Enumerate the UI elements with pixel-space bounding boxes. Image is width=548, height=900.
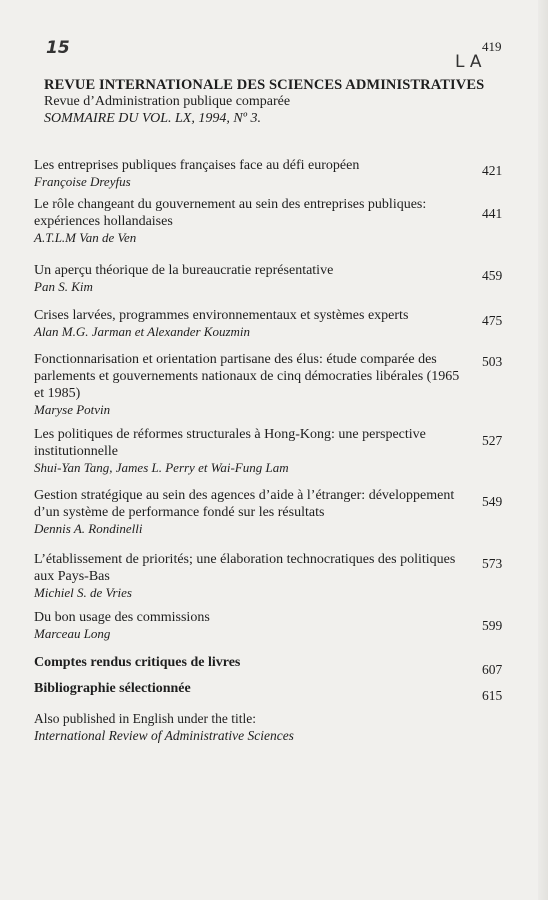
entry-author: Michiel S. de Vries	[34, 585, 132, 600]
entry-author: Françoise Dreyfus	[34, 174, 131, 189]
journal-subtitle: Revue d’Administration publique comparée	[44, 94, 291, 109]
entry-title: Le rôle changeant du gouvernement au sein des entreprises publiques: expériences hollandaises	[34, 197, 427, 229]
entry-title: Du bon usage des commissions	[34, 610, 210, 625]
entry-author: Shui-Yan Tang, James L. Perry et Wai-Fung Lam	[34, 460, 289, 475]
entry-page: 615	[482, 688, 503, 703]
toc-entry	[34, 680, 464, 697]
entry-page: 527	[482, 433, 503, 448]
entry-author: Alan M.G. Jarman et Alexander Kouzmin	[34, 324, 251, 339]
toc-entry	[34, 262, 464, 295]
journal-title: REVUE INTERNATIONALE DES SCIENCES ADMINISTRATIVES	[44, 77, 485, 93]
entry-title: Crises larvées, programmes environnementaux et systèmes experts	[34, 308, 409, 323]
handwritten-mark-left: 15	[46, 38, 70, 58]
entry-page: 421	[482, 163, 503, 178]
entry-page: 503	[482, 354, 503, 369]
entry-author: Maryse Potvin	[34, 402, 111, 417]
entry-title: Fonctionnarisation et orientation partisane des élus: étude comparée des parlements et gouvernements nationaux de cinq démocraties libérales (1965 et 1985)	[34, 352, 460, 401]
entry-author: Dennis A. Rondinelli	[34, 521, 143, 536]
entry-title: L’établissement de priorités; une élaboration technocratiques des politiques aux Pays-Bas	[34, 552, 456, 584]
toc-entry	[34, 609, 464, 642]
entry-author: Marceau Long	[34, 626, 111, 641]
entry-page: 441	[482, 206, 503, 221]
page-edge	[538, 0, 548, 900]
toc-entry	[34, 551, 464, 601]
entry-author: Pan S. Kim	[34, 279, 93, 294]
toc-entry	[34, 196, 464, 246]
toc-entry	[34, 307, 464, 340]
entry-page: 549	[482, 494, 503, 509]
english-title: International Review of Administrative Sciences	[34, 728, 294, 743]
publication-note	[34, 710, 294, 744]
toc-entry	[34, 157, 464, 190]
toc-entry	[34, 426, 464, 476]
entry-page: 573	[482, 556, 503, 571]
entry-author: A.T.L.M Van de Ven	[34, 230, 137, 245]
entry-page: 599	[482, 618, 503, 633]
entry-title: Les politiques de réformes structurales à Hong-Kong: une perspective institutionnelle	[34, 427, 426, 459]
entry-title: Les entreprises publiques françaises face au défi européen	[34, 158, 360, 173]
entry-title: Un aperçu théorique de la bureaucratie représentative	[34, 263, 334, 278]
toc-entry	[34, 487, 464, 537]
toc-entry	[34, 654, 464, 671]
entry-page: 475	[482, 313, 503, 328]
entry-title: Comptes rendus critiques de livres	[34, 655, 241, 670]
handwritten-mark-right: L A	[455, 52, 482, 72]
toc-entry	[34, 351, 464, 418]
page-number: 419	[482, 39, 502, 54]
issue-line: SOMMAIRE DU VOL. LX, 1994, Nº 3.	[44, 111, 262, 126]
note-line: Also published in English under the title:	[34, 711, 256, 726]
entry-title: Gestion stratégique au sein des agences d’aide à l’étranger: développement d’un système de performance fondé sur les résultats	[34, 488, 455, 520]
entry-page: 459	[482, 268, 503, 283]
entry-page: 607	[482, 662, 503, 677]
entry-title: Bibliographie sélectionnée	[34, 681, 191, 696]
